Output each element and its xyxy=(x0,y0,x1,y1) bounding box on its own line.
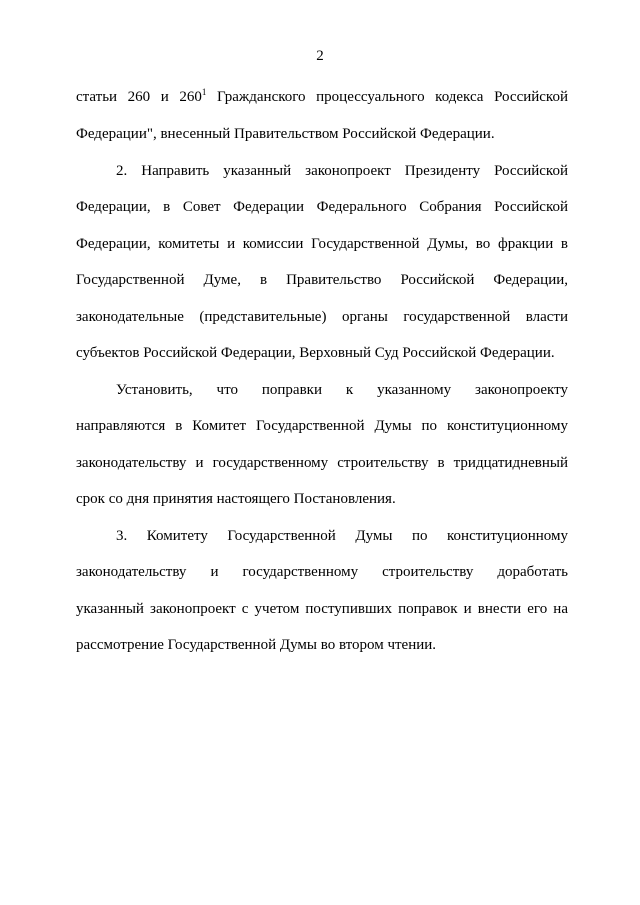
text-line: рассмотрение Государственной Думы во втором чтении. xyxy=(76,637,437,653)
text-line: законодательству и государственному строительству доработать xyxy=(76,564,568,580)
text-line: срок со дня принятия настоящего Постановления. xyxy=(76,491,396,507)
text-line: законодательные (представительные) органы государственной власти xyxy=(76,309,568,325)
superscript: 1 xyxy=(201,87,207,97)
text-line: Государственной Думе, в Правительство Российской Федерации, xyxy=(76,272,568,288)
text-line: Установить, что поправки к указанному законопроекту xyxy=(116,382,568,398)
text-line: 3. Комитету Государственной Думы по конституционному xyxy=(116,528,568,544)
text-line: 2. Направить указанный законопроект Президенту Российской xyxy=(116,163,568,179)
text-line: указанный законопроект с учетом поступивших поправок и внести его на xyxy=(76,601,568,617)
text-line: субъектов Российской Федерации, Верховный Суд Российской Федерации. xyxy=(76,345,555,361)
text-line: статьи 260 и $260^1$ Гражданского процессуального кодекса Российской xyxy=(76,87,568,105)
page-number: 2 xyxy=(316,48,324,64)
text-line: Федерации, в Совет Федерации Федерального Собрания Российской xyxy=(76,199,568,215)
text-line: Федерации", внесенный Правительством Российской Федерации. xyxy=(76,126,495,142)
text-line: Федерации, комитеты и комиссии Государственной Думы, во фракции в xyxy=(76,236,568,252)
text-line: направляются в Комитет Государственной Думы по конституционному xyxy=(76,418,568,434)
text-line: законодательству и государственному строительству в тридцатидневный xyxy=(76,455,568,471)
